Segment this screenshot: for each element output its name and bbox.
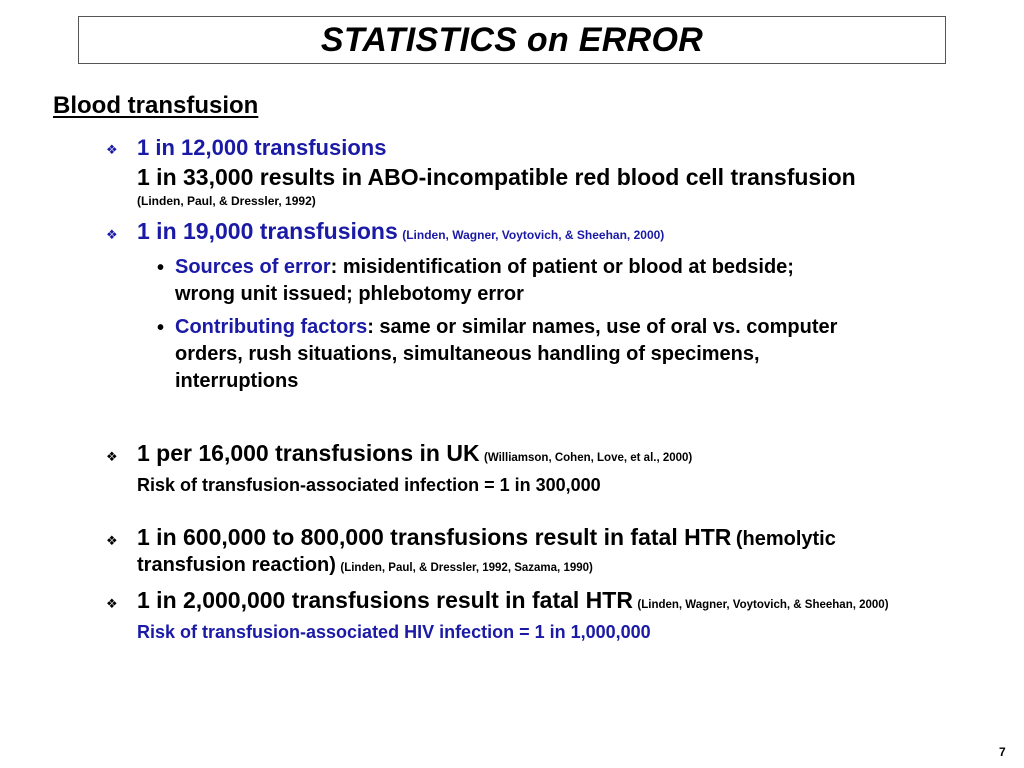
sources-line-1 <box>175 256 794 279</box>
bullet-2-main: 1 in 19,000 transfusions <box>137 218 398 244</box>
sources-label: Sources of error <box>175 256 331 278</box>
title-box <box>78 16 946 64</box>
bullet-4-line-2 <box>137 554 593 577</box>
factors-text-2: orders, rush situations, simultaneous handling of specimens, <box>175 343 760 365</box>
factors-text-1: : same or similar names, use of oral vs. computer <box>367 316 838 338</box>
bullet-4-main-1b: (hemolytic <box>735 528 836 550</box>
factors-label: Contributing factors <box>175 316 368 338</box>
sources-text-2: wrong unit issued; phlebotomy error <box>175 283 524 305</box>
bullet-4-line-1 <box>137 524 836 551</box>
sources-text-1: : misidentification of patient or blood at bedside; <box>330 256 794 278</box>
bullet-5-main: 1 in 2,000,000 transfusions result in fatal HTR <box>137 587 633 613</box>
bullet-3-citation: (Williamson, Cohen, Love, et al., 2000) <box>484 452 693 464</box>
bullet-5-note: Risk of transfusion-associated HIV infection = 1 in 1,000,000 <box>137 622 651 642</box>
bullet-3-line <box>137 440 692 467</box>
round-bullet-icon: • <box>157 257 165 279</box>
page-number: 7 <box>999 745 1006 759</box>
slide-title: STATISTICS on ERROR <box>320 20 704 59</box>
diamond-bullet-icon: ❖ <box>106 533 118 548</box>
bullet-1-citation: (Linden, Paul, & Dressler, 1992) <box>137 194 316 208</box>
factors-text-3: interruptions <box>175 370 299 392</box>
bullet-5-citation: (Linden, Wagner, Voytovich, & Sheehan, 2000) <box>637 599 889 611</box>
diamond-bullet-icon: ❖ <box>106 596 118 611</box>
section-heading: Blood transfusion <box>53 92 259 119</box>
factors-line-1 <box>175 316 837 339</box>
bullet-5-line <box>137 587 889 614</box>
bullet-2-line <box>137 218 664 245</box>
diamond-bullet-icon: ❖ <box>106 449 118 464</box>
bullet-4-main-2: transfusion reaction) <box>137 554 336 576</box>
bullet-1-sub: 1 in 33,000 results in ABO-incompatible red blood cell transfusion <box>137 164 856 190</box>
diamond-bullet-icon: ❖ <box>106 142 118 157</box>
bullet-4-main-1a: 1 in 600,000 to 800,000 transfusions result in fatal HTR <box>137 524 732 550</box>
bullet-3-main: 1 per 16,000 transfusions in UK <box>137 440 480 466</box>
bullet-4-citation: (Linden, Paul, & Dressler, 1992, Sazama, 1990) <box>340 562 593 574</box>
bullet-1-main: 1 in 12,000 transfusions <box>137 135 387 160</box>
bullet-2-citation: (Linden, Wagner, Voytovich, & Sheehan, 2000) <box>402 228 665 242</box>
diamond-bullet-icon: ❖ <box>106 227 118 242</box>
bullet-3-note: Risk of transfusion-associated infection = 1 in 300,000 <box>137 475 601 495</box>
round-bullet-icon: • <box>157 317 165 339</box>
